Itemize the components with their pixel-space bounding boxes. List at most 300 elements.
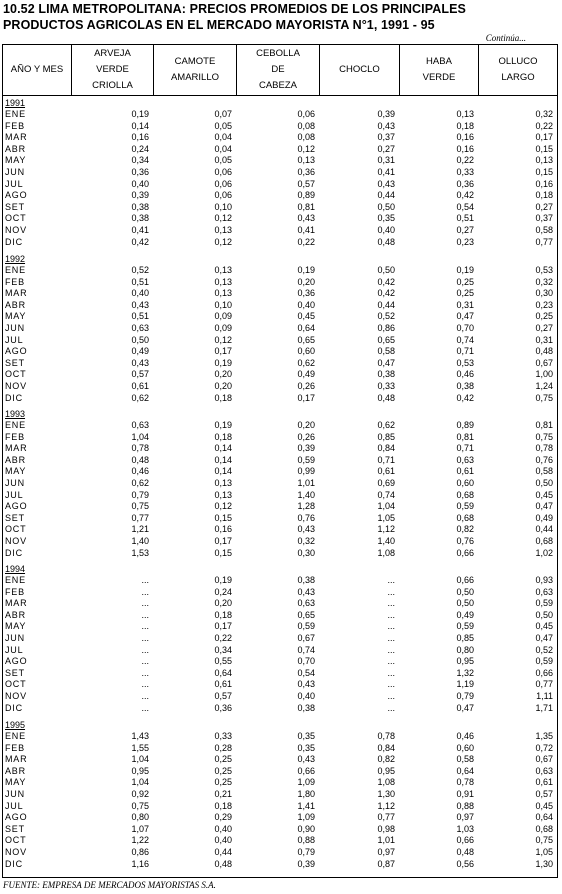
price-cell: 0,56 (456, 858, 474, 869)
price-cell: 0,81 (535, 420, 553, 430)
price-cell: 0,75 (131, 800, 149, 811)
price-cell: 0,76 (456, 536, 474, 546)
price-cell: 0,77 (131, 512, 149, 523)
month-label: ABR (5, 609, 26, 620)
price-cell: 0,64 (297, 323, 315, 333)
price-cell: 0,51 (131, 311, 149, 322)
price-cell: 0,82 (456, 524, 474, 535)
price-cell: 0,98 (377, 823, 395, 834)
month-label: FEB (5, 120, 25, 131)
month-label: FEB (5, 431, 25, 442)
price-cell: 0,49 (297, 369, 315, 380)
price-cell: 1,04 (131, 777, 149, 788)
price-cell: ... (387, 575, 395, 585)
price-cell: 1,08 (377, 547, 395, 558)
price-cell: 0,42 (377, 276, 395, 287)
table-row (3, 575, 557, 587)
month-label: SET (5, 512, 25, 523)
price-cell: 0,51 (456, 213, 474, 224)
price-cell: 0,67 (535, 754, 553, 765)
price-cell: 0,12 (214, 213, 232, 224)
month-label: DIC (5, 547, 23, 558)
table-row (3, 121, 557, 133)
month-label: MAY (5, 621, 27, 632)
price-cell: 0,37 (535, 213, 553, 224)
price-cell: 0,36 (456, 178, 474, 189)
price-cell: 0,71 (456, 346, 474, 357)
price-cell: 0,26 (297, 431, 315, 442)
price-cell: 0,15 (535, 167, 553, 177)
table-row (3, 109, 557, 121)
price-cell: 0,26 (297, 381, 315, 391)
price-cell: 0,34 (131, 155, 149, 166)
price-cell: 0,16 (535, 178, 553, 189)
price-cell: 0,36 (214, 702, 232, 713)
price-cell: 0,95 (131, 765, 149, 776)
price-cell: 0,85 (456, 633, 474, 643)
price-cell: 0,43 (297, 524, 315, 535)
table-row (3, 743, 557, 755)
price-cell: 0,45 (535, 489, 553, 500)
month-label: ENE (5, 575, 26, 585)
price-cell: 0,62 (131, 392, 149, 403)
price-cell: 0,39 (297, 443, 315, 454)
header-cell-1: ARVEJA VERDE CRIOLLA (72, 45, 154, 95)
price-cell: 0,89 (297, 190, 315, 201)
price-cell: 0,15 (214, 512, 232, 523)
price-cell: ... (387, 598, 395, 609)
price-cell: 0,24 (214, 586, 232, 597)
price-cell: 0,66 (456, 547, 474, 558)
price-cell: 0,63 (456, 454, 474, 465)
price-cell: 1,04 (377, 501, 395, 512)
price-cell: 0,15 (214, 547, 232, 558)
price-cell: 0,58 (377, 346, 395, 357)
price-cell: 1,41 (297, 800, 315, 811)
price-cell: 0,81 (297, 201, 315, 212)
price-cell: 1,12 (377, 524, 395, 535)
table-row (3, 455, 557, 467)
price-cell: 0,97 (377, 847, 395, 857)
price-cell: 0,46 (131, 466, 149, 477)
price-cell: 0,78 (377, 731, 395, 741)
table-row (3, 679, 557, 691)
month-label: MAY (5, 155, 27, 166)
price-cell: 0,32 (297, 536, 315, 546)
price-cell: 0,44 (377, 299, 395, 310)
table-row (3, 513, 557, 525)
price-cell: 0,43 (377, 120, 395, 131)
price-cell: 1,80 (297, 789, 315, 799)
table-row (3, 656, 557, 668)
month-label: JUL (5, 644, 24, 655)
price-cell: 0,66 (535, 667, 553, 678)
table-row (3, 167, 557, 179)
month-label: JUN (5, 633, 25, 643)
price-cell: ... (141, 656, 149, 667)
price-cell: 0,40 (214, 823, 232, 834)
price-cell: 0,13 (214, 225, 232, 235)
month-label: AGO (5, 190, 28, 201)
price-cell: 0,25 (214, 777, 232, 788)
price-cell: 1,00 (535, 369, 553, 380)
price-cell: 0,75 (535, 392, 553, 403)
price-cell: 0,57 (131, 369, 149, 380)
price-cell: 0,52 (377, 311, 395, 322)
price-cell: 0,43 (297, 586, 315, 597)
price-cell: 0,24 (131, 143, 149, 154)
price-cell: 0,61 (456, 466, 474, 477)
table-row (3, 144, 557, 156)
price-cell: 0,84 (377, 443, 395, 454)
price-cell: 0,38 (131, 201, 149, 212)
month-label: ENE (5, 265, 26, 275)
table-row (3, 277, 557, 289)
price-cell: 0,27 (377, 143, 395, 154)
table-row (3, 466, 557, 478)
price-cell: 0,64 (214, 667, 232, 678)
price-cell: 0,14 (214, 466, 232, 477)
table-row (3, 610, 557, 622)
price-cell: 0,53 (535, 265, 553, 275)
month-label: JUN (5, 167, 25, 177)
price-cell: 1,04 (131, 431, 149, 442)
table-row (3, 548, 557, 560)
price-cell: 1,05 (535, 847, 553, 857)
price-cell: 0,76 (297, 512, 315, 523)
price-cell: 0,75 (535, 835, 553, 846)
table-row (3, 335, 557, 347)
table-row (3, 381, 557, 393)
price-cell: 0,89 (456, 420, 474, 430)
price-cell: ... (387, 609, 395, 620)
month-label: JUL (5, 178, 24, 189)
price-cell: ... (141, 575, 149, 585)
price-cell: 0,38 (377, 369, 395, 380)
price-cell: 0,91 (456, 789, 474, 799)
price-cell: 0,41 (377, 167, 395, 177)
price-cell: 0,80 (456, 644, 474, 655)
month-label: MAR (5, 288, 28, 299)
table-row (3, 323, 557, 335)
price-cell: 0,87 (377, 858, 395, 869)
month-label: ABR (5, 299, 26, 310)
price-cell: 0,74 (456, 334, 474, 345)
price-cell: 0,50 (377, 265, 395, 275)
price-cell: 0,57 (214, 691, 232, 701)
month-label: FEB (5, 586, 25, 597)
month-label: JUN (5, 789, 25, 799)
table-row (3, 490, 557, 502)
price-cell: ... (387, 702, 395, 713)
price-cell: 0,68 (456, 489, 474, 500)
price-cell: 0,59 (297, 621, 315, 632)
price-cell: 0,25 (214, 765, 232, 776)
price-cell: 0,67 (297, 633, 315, 643)
price-cell: 0,86 (131, 847, 149, 857)
month-label: SET (5, 201, 25, 212)
price-cell: 0,50 (377, 201, 395, 212)
price-cell: 0,59 (456, 501, 474, 512)
price-cell: 1,53 (131, 547, 149, 558)
price-cell: 0,48 (456, 847, 474, 857)
header-cell-6: OLLUCO LARGO (498, 56, 538, 83)
table-row (3, 369, 557, 381)
month-label: DIC (5, 236, 23, 247)
price-cell: 0,13 (214, 265, 232, 275)
price-cell: 0,79 (456, 691, 474, 701)
price-cell: 0,12 (214, 501, 232, 512)
table-row (3, 847, 557, 859)
price-cell: 0,06 (297, 109, 315, 119)
price-cell: 0,13 (214, 276, 232, 287)
price-cell: ... (387, 656, 395, 667)
price-cell: 1,24 (535, 381, 553, 391)
table-row (3, 587, 557, 599)
price-cell: 0,63 (535, 586, 553, 597)
price-cell: 0,14 (214, 454, 232, 465)
price-cell: 0,42 (377, 288, 395, 299)
price-cell: 0,22 (214, 633, 232, 643)
price-cell: 0,63 (131, 323, 149, 333)
price-cell: 0,19 (214, 420, 232, 430)
price-cell: 0,77 (535, 679, 553, 690)
price-cell: 1,32 (456, 667, 474, 678)
month-label: JUN (5, 323, 25, 333)
title-line-1: 10.52 LIMA METROPOLITANA: PRECIOS PROMEDIOS DE LOS PRINCIPALES (3, 2, 466, 16)
price-cell: 0,25 (456, 288, 474, 299)
month-label: AGO (5, 656, 28, 667)
price-cell: 0,50 (535, 609, 553, 620)
price-cell: 0,57 (535, 789, 553, 799)
price-cell: 0,20 (214, 598, 232, 609)
price-cell: 0,42 (456, 392, 474, 403)
table-row (3, 288, 557, 300)
price-cell: 0,40 (214, 835, 232, 846)
price-cell: 0,17 (214, 346, 232, 357)
price-cell: 0,88 (297, 835, 315, 846)
price-cell: 0,38 (297, 575, 315, 585)
table-row (3, 393, 557, 405)
price-cell: 0,32 (535, 109, 553, 119)
price-cell: 0,78 (535, 443, 553, 454)
price-cell: 0,17 (297, 392, 315, 403)
price-cell: 0,27 (535, 201, 553, 212)
title-line-2: PRODUCTOS AGRICOLAS EN EL MERCADO MAYORISTA N°1, 1991 - 95 (3, 18, 435, 32)
price-cell: 0,71 (377, 454, 395, 465)
price-cell: 0,13 (456, 109, 474, 119)
price-cell: 0,18 (214, 392, 232, 403)
price-cell: 0,04 (214, 143, 232, 154)
price-cell: 0,12 (297, 143, 315, 154)
price-cell: 0,67 (535, 357, 553, 368)
table-row (3, 835, 557, 847)
price-cell: 0,43 (297, 754, 315, 765)
table-row (3, 731, 557, 743)
price-cell: ... (141, 644, 149, 655)
table-row (3, 358, 557, 370)
price-cell: 0,30 (535, 288, 553, 299)
month-label: JUL (5, 489, 24, 500)
price-cell: 0,20 (297, 276, 315, 287)
month-label: MAY (5, 466, 27, 477)
price-cell: 0,09 (214, 323, 232, 333)
price-cell: 0,63 (535, 765, 553, 776)
table-title (3, 1, 559, 33)
price-cell: 0,60 (456, 742, 474, 753)
price-cell: 1,71 (535, 702, 553, 713)
month-label: MAR (5, 598, 28, 609)
price-cell: 0,14 (214, 443, 232, 454)
price-cell: 0,09 (214, 311, 232, 322)
price-cell: 0,18 (535, 190, 553, 201)
table-row (3, 478, 557, 490)
price-cell: 0,59 (535, 598, 553, 609)
price-cell: 0,19 (297, 265, 315, 275)
price-cell: 0,92 (131, 789, 149, 799)
price-cell: 0,39 (131, 190, 149, 201)
price-cell: 0,43 (297, 213, 315, 224)
price-cell: 0,29 (214, 812, 232, 823)
table-row (3, 598, 557, 610)
price-cell: 0,45 (535, 621, 553, 632)
price-cell: 0,68 (535, 536, 553, 546)
price-cell: 0,25 (214, 754, 232, 765)
price-cell: ... (141, 679, 149, 690)
price-cell: 0,45 (297, 311, 315, 322)
price-cell: 0,65 (297, 609, 315, 620)
price-cell: 0,38 (456, 381, 474, 391)
price-cell: 0,33 (214, 731, 232, 741)
price-cell: ... (387, 644, 395, 655)
price-cell: 0,28 (214, 742, 232, 753)
price-cell: 0,63 (297, 598, 315, 609)
price-cell: 0,20 (297, 420, 315, 430)
price-cell: 0,40 (297, 299, 315, 310)
price-cell: 0,07 (214, 109, 232, 119)
price-cell: 1,09 (297, 777, 315, 788)
price-cell: 0,74 (377, 489, 395, 500)
price-cell: 0,79 (297, 847, 315, 857)
price-cell: 0,69 (377, 478, 395, 488)
price-cell: ... (141, 702, 149, 713)
price-cell: 0,49 (535, 512, 553, 523)
price-cell: 0,23 (535, 299, 553, 310)
price-cell: 0,74 (297, 644, 315, 655)
price-cell: 0,95 (377, 765, 395, 776)
month-label: MAR (5, 132, 28, 143)
price-cell: 0,49 (456, 609, 474, 620)
price-cell: ... (387, 633, 395, 643)
price-cell: 0,60 (297, 346, 315, 357)
table-row (3, 225, 557, 237)
price-cell: 0,16 (131, 132, 149, 143)
table-row (3, 443, 557, 455)
month-label: OCT (5, 835, 27, 846)
price-cell: 0,50 (131, 334, 149, 345)
price-cell: 0,39 (377, 109, 395, 119)
price-cell: 0,13 (214, 489, 232, 500)
price-cell: 1,55 (131, 742, 149, 753)
price-cell: 0,39 (297, 858, 315, 869)
month-label: FEB (5, 276, 25, 287)
month-label: AGO (5, 812, 28, 823)
price-cell: 0,88 (456, 800, 474, 811)
month-label: AGO (5, 501, 28, 512)
price-cell: 0,35 (377, 213, 395, 224)
price-cell: 0,10 (214, 201, 232, 212)
month-label: NOV (5, 536, 27, 546)
price-cell: 0,48 (377, 236, 395, 247)
price-cell: ... (141, 621, 149, 632)
price-cell: 1,22 (131, 835, 149, 846)
table-row (3, 213, 557, 225)
price-cell: 0,17 (214, 621, 232, 632)
price-cell: 0,47 (377, 357, 395, 368)
year-label: 1991 (5, 98, 26, 108)
price-cell: 0,59 (297, 454, 315, 465)
price-cell: 0,38 (131, 213, 149, 224)
table-row (3, 237, 557, 249)
price-cell: ... (141, 691, 149, 701)
price-cell: 0,79 (131, 489, 149, 500)
price-cell: 0,06 (214, 190, 232, 201)
table-row (3, 432, 557, 444)
month-label: ABR (5, 143, 26, 154)
table-row (3, 645, 557, 657)
price-cell: 0,58 (535, 225, 553, 235)
price-cell: 0,61 (214, 679, 232, 690)
price-cell: 0,66 (297, 765, 315, 776)
price-cell: 0,22 (535, 120, 553, 131)
table-row (3, 536, 557, 548)
price-cell: 0,68 (535, 823, 553, 834)
month-label: ABR (5, 454, 26, 465)
price-cell: 0,34 (214, 644, 232, 655)
price-cell: ... (141, 633, 149, 643)
month-label: MAY (5, 311, 27, 322)
price-cell: 1,05 (377, 512, 395, 523)
month-label: NOV (5, 381, 27, 391)
price-cell: 1,02 (535, 547, 553, 558)
price-cell: 0,13 (214, 288, 232, 299)
price-cell: 0,66 (456, 575, 474, 585)
price-cell: 0,35 (297, 731, 315, 741)
price-cell: 0,12 (214, 334, 232, 345)
price-cell: 0,23 (456, 236, 474, 247)
price-cell: 0,52 (131, 265, 149, 275)
price-cell: ... (141, 598, 149, 609)
table-row (3, 777, 557, 789)
price-cell: 0,33 (456, 167, 474, 177)
price-cell: 0,35 (297, 742, 315, 753)
month-label: NOV (5, 225, 27, 235)
table-row (3, 501, 557, 513)
price-cell: ... (387, 621, 395, 632)
price-cell: 1,12 (377, 800, 395, 811)
price-cell: 0,58 (535, 466, 553, 477)
price-cell: 1,40 (377, 536, 395, 546)
month-label: ENE (5, 420, 26, 430)
price-cell: 0,60 (456, 478, 474, 488)
price-cell: 0,63 (131, 420, 149, 430)
price-cell: 0,18 (214, 431, 232, 442)
price-cell: 1,08 (377, 777, 395, 788)
table-row (3, 311, 557, 323)
table-row (3, 824, 557, 836)
price-cell: 0,36 (131, 167, 149, 177)
price-cell: 1,40 (297, 489, 315, 500)
